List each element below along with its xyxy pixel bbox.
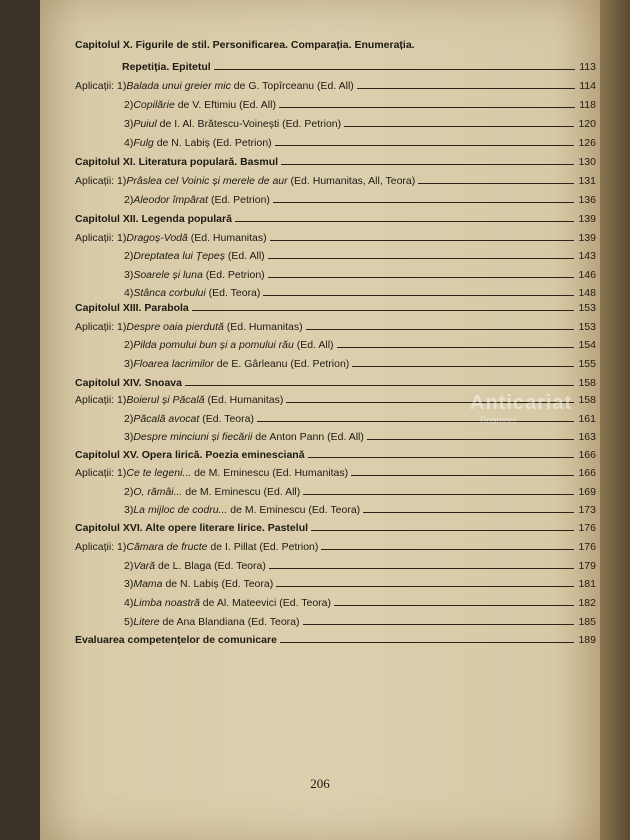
- leader-line: [192, 310, 575, 311]
- entry-title: [133, 431, 367, 443]
- toc-application-row: [124, 597, 596, 615]
- leader-line: [418, 183, 574, 184]
- entry-title: [126, 321, 305, 333]
- toc-application-row: [124, 358, 596, 376]
- entry-prefix: 2): [124, 99, 134, 111]
- toc-chapter-row: [75, 522, 596, 540]
- work-title: Fulg: [133, 137, 154, 149]
- leader-line: [344, 126, 574, 127]
- entry-prefix: 4): [124, 137, 134, 149]
- entry-title: [133, 250, 267, 262]
- entry-title: [133, 287, 263, 299]
- entry-prefix: Aplicații: 1): [75, 232, 127, 244]
- entry-prefix: Aplicații: 1): [75, 541, 127, 553]
- work-title: O, rămâi...: [133, 486, 183, 498]
- entry-page-number: 126: [578, 137, 596, 149]
- leader-line: [281, 164, 574, 165]
- work-title: Boierul și Păcală: [126, 394, 205, 406]
- toc-application-row: [124, 560, 596, 578]
- entry-page-number: 173: [578, 504, 596, 516]
- toc-application-row: [124, 486, 596, 504]
- entry-prefix: 3): [124, 358, 134, 370]
- entry-page-number: 179: [578, 560, 596, 572]
- entry-title: [133, 339, 336, 351]
- toc-chapter-row: [122, 61, 596, 79]
- work-author-edition: (Ed. Petrion): [208, 194, 270, 206]
- work-title: Cămara de fructe: [126, 541, 208, 553]
- toc-application-row: [75, 80, 596, 98]
- entry-page-number: 139: [578, 232, 596, 244]
- toc-application-row: [124, 578, 596, 596]
- toc-application-row: [124, 118, 596, 136]
- entry-page-number: 163: [578, 431, 596, 443]
- leader-line: [279, 107, 575, 108]
- leader-line: [303, 494, 574, 495]
- entry-title: [126, 232, 269, 244]
- entry-title: Capitolul XII. Legenda populară: [75, 213, 232, 225]
- toc-application-row: [75, 175, 596, 193]
- leader-line: [263, 295, 574, 296]
- entry-prefix: Aplicații: 1): [75, 80, 127, 92]
- work-title: Dreptatea lui Țepeș: [133, 250, 225, 262]
- entry-prefix: 4): [124, 597, 134, 609]
- leader-line: [269, 568, 575, 569]
- leader-line: [276, 586, 574, 587]
- leader-line: [273, 202, 575, 203]
- entry-title: Capitolul XI. Literatura populară. Basmul: [75, 156, 279, 168]
- leader-line: [363, 512, 574, 513]
- work-title: Despre oaia pierdută: [126, 321, 224, 333]
- entry-prefix: 4): [124, 287, 134, 299]
- entry-prefix: Aplicații: 1): [75, 321, 127, 333]
- leader-line: [268, 277, 575, 278]
- entry-prefix: 3): [124, 269, 134, 281]
- work-author-edition: (Ed. Humanitas): [187, 232, 267, 244]
- entry-title: [133, 560, 269, 572]
- entry-title: Capitolul XV. Opera lirică. Poezia eminesciană: [75, 449, 305, 461]
- entry-prefix: 2): [124, 339, 134, 351]
- entry-title: [133, 597, 334, 609]
- entry-title: [133, 118, 344, 130]
- work-title: Copilărie: [133, 99, 175, 111]
- entry-title: [133, 358, 352, 370]
- entry-title: Capitolul XIII. Parabola: [75, 302, 189, 314]
- entry-title: [133, 194, 273, 206]
- entry-prefix: 3): [124, 504, 134, 516]
- entry-page-number: 166: [578, 467, 596, 479]
- work-title: Prâslea cel Voinic și merele de aur: [126, 175, 288, 187]
- work-author-edition: de M. Eminescu (Ed. All): [182, 486, 301, 498]
- work-author-edition: (Ed. Teora): [205, 287, 261, 299]
- work-title: Litere: [133, 616, 160, 628]
- leader-line: [306, 329, 575, 330]
- work-title: Ce te legeni...: [126, 467, 192, 479]
- toc-application-row: [75, 232, 596, 250]
- entry-prefix: 2): [124, 560, 134, 572]
- entry-page-number: 189: [578, 634, 596, 646]
- work-author-edition: de G. Topîrceanu (Ed. All): [230, 80, 354, 92]
- entry-page-number: 114: [579, 80, 596, 92]
- work-title: Soarele și luna: [133, 269, 203, 281]
- work-title: Despre minciuni și fiecării: [133, 431, 253, 443]
- entry-title: Repetiția. Epitetul: [122, 61, 211, 73]
- entry-prefix: 2): [124, 194, 134, 206]
- leader-line: [185, 385, 574, 386]
- work-title: Puiul: [133, 118, 157, 130]
- book-edge: [600, 0, 630, 840]
- work-title: Stânca corbului: [133, 287, 206, 299]
- work-author-edition: de M. Eminescu (Ed. Teora): [227, 504, 361, 516]
- toc-application-row: [124, 194, 596, 212]
- entry-prefix: 2): [124, 250, 134, 262]
- work-author-edition: (Ed. Humanitas): [223, 321, 303, 333]
- toc-chapter-row: [75, 634, 596, 652]
- entry-page-number: 182: [578, 597, 596, 609]
- entry-page-number: 158: [578, 377, 596, 389]
- work-title: Vară: [133, 560, 156, 572]
- leader-line: [311, 530, 574, 531]
- work-author-edition: (Ed. All): [293, 339, 334, 351]
- toc-application-row: [124, 99, 596, 117]
- leader-line: [321, 549, 574, 550]
- work-author-edition: (Ed. Humanitas, All, Teora): [287, 175, 416, 187]
- entry-page-number: 185: [578, 616, 596, 628]
- entry-page-number: 113: [579, 61, 596, 73]
- work-author-edition: de I. Pillat (Ed. Petrion): [207, 541, 319, 553]
- work-author-edition: de E. Gârleanu (Ed. Petrion): [213, 358, 350, 370]
- leader-line: [268, 258, 575, 259]
- entry-title: Capitolul XVI. Alte opere literare lirice. Pastelul: [75, 522, 309, 534]
- entry-title: [133, 504, 363, 516]
- work-author-edition: de Anton Pann (Ed. All): [252, 431, 364, 443]
- entry-prefix: 2): [124, 413, 134, 425]
- work-author-edition: de Al. Mateevici (Ed. Teora): [199, 597, 332, 609]
- toc-application-row: [124, 269, 596, 287]
- entry-prefix: 5): [124, 616, 134, 628]
- toc-chapter-row: [75, 449, 596, 467]
- work-author-edition: (Ed. Teora): [199, 413, 254, 425]
- entry-title: Evaluarea competențelor de comunicare: [75, 634, 277, 646]
- entry-title: [126, 175, 418, 187]
- entry-page-number: 158: [578, 394, 596, 406]
- work-title: Păcală avocat: [133, 413, 200, 425]
- entry-title: [133, 99, 279, 111]
- entry-page-number: 161: [578, 413, 596, 425]
- work-title: Dragoș-Vodă: [126, 232, 188, 244]
- table-of-contents: [40, 0, 600, 760]
- entry-title: Capitolul X. Figurile de stil. Personificarea. Comparația. Enumerația.: [75, 39, 415, 51]
- entry-page-number: 120: [578, 118, 596, 130]
- entry-prefix: 2): [124, 486, 134, 498]
- entry-title: [133, 578, 276, 590]
- entry-page-number: 154: [578, 339, 596, 351]
- entry-page-number: 139: [578, 213, 596, 225]
- work-author-edition: (Ed. All): [224, 250, 265, 262]
- toc-application-row: [124, 431, 596, 449]
- leader-line: [367, 439, 575, 440]
- work-title: Pilda pomului bun și a pomului rău: [133, 339, 294, 351]
- work-author-edition: (Ed. Humanitas): [204, 394, 284, 406]
- work-title: Mama: [133, 578, 163, 590]
- work-author-edition: de V. Eftimiu (Ed. All): [174, 99, 276, 111]
- entry-page-number: 169: [578, 486, 596, 498]
- entry-page-number: 130: [578, 156, 596, 168]
- entry-title: [133, 486, 303, 498]
- work-title: Floarea lacrimilor: [133, 358, 214, 370]
- leader-line: [352, 366, 574, 367]
- work-author-edition: de I. Al. Brătescu-Voinești (Ed. Petrion): [156, 118, 342, 130]
- entry-page-number: 148: [578, 287, 596, 299]
- entry-page-number: 131: [578, 175, 596, 187]
- leader-line: [275, 145, 575, 146]
- entry-title: [133, 269, 267, 281]
- book-page: [40, 0, 600, 840]
- entry-page-number: 136: [578, 194, 596, 206]
- entry-title: [126, 541, 321, 553]
- toc-chapter-row: [75, 302, 596, 320]
- leader-line: [214, 69, 576, 70]
- work-title: La mijloc de codru...: [133, 504, 228, 516]
- toc-application-row: [124, 339, 596, 357]
- work-author-edition: (Ed. Petrion): [202, 269, 265, 281]
- entry-title: [126, 80, 356, 92]
- toc-application-row: [124, 616, 596, 634]
- toc-application-row: [124, 137, 596, 155]
- entry-title: [126, 394, 286, 406]
- entry-prefix: Aplicații: 1): [75, 394, 127, 406]
- leader-line: [337, 347, 575, 348]
- entry-page-number: 176: [578, 541, 596, 553]
- entry-page-number: 153: [578, 321, 596, 333]
- entry-page-number: 176: [578, 522, 596, 534]
- entry-page-number: 118: [579, 99, 596, 111]
- toc-application-row: [124, 250, 596, 268]
- leader-line: [308, 457, 575, 458]
- work-title: Aleodor împărat: [133, 194, 209, 206]
- leader-line: [280, 642, 575, 643]
- entry-title: [133, 137, 274, 149]
- entry-prefix: 3): [124, 578, 134, 590]
- entry-page-number: 153: [578, 302, 596, 314]
- work-title: Limba noastră: [133, 597, 200, 609]
- toc-chapter-row: [75, 39, 596, 57]
- work-author-edition: de L. Blaga (Ed. Teora): [155, 560, 266, 572]
- work-author-edition: de M. Eminescu (Ed. Humanitas): [191, 467, 349, 479]
- leader-line: [303, 624, 575, 625]
- entry-page-number: 166: [578, 449, 596, 461]
- leader-line: [351, 475, 574, 476]
- work-title: Balada unui greier mic: [126, 80, 231, 92]
- toc-chapter-row: [75, 156, 596, 174]
- toc-application-row: [75, 467, 596, 485]
- toc-application-row: [75, 541, 596, 559]
- entry-prefix: 3): [124, 118, 134, 130]
- leader-line: [357, 88, 575, 89]
- entry-title: Capitolul XIV. Snoava: [75, 377, 182, 389]
- entry-page-number: 143: [578, 250, 596, 262]
- work-author-edition: de Ana Blandiana (Ed. Teora): [159, 616, 300, 628]
- entry-title: [133, 413, 257, 425]
- work-author-edition: de N. Labiș (Ed. Teora): [162, 578, 274, 590]
- toc-application-row: [75, 321, 596, 339]
- entry-page-number: 181: [578, 578, 596, 590]
- entry-page-number: 155: [578, 358, 596, 370]
- work-author-edition: de N. Labiș (Ed. Petrion): [153, 137, 272, 149]
- leader-line: [235, 221, 575, 222]
- entry-prefix: Aplicații: 1): [75, 175, 127, 187]
- leader-line: [270, 240, 575, 241]
- watermark: Anticariat Doamnei: [470, 392, 573, 425]
- toc-chapter-row: [75, 213, 596, 231]
- entry-title: [133, 616, 302, 628]
- entry-prefix: 3): [124, 431, 134, 443]
- toc-application-row: [124, 504, 596, 522]
- page-number: 206: [310, 776, 330, 791]
- entry-prefix: Aplicații: 1): [75, 467, 127, 479]
- entry-page-number: 146: [578, 269, 596, 281]
- leader-line: [334, 605, 574, 606]
- entry-title: [126, 467, 351, 479]
